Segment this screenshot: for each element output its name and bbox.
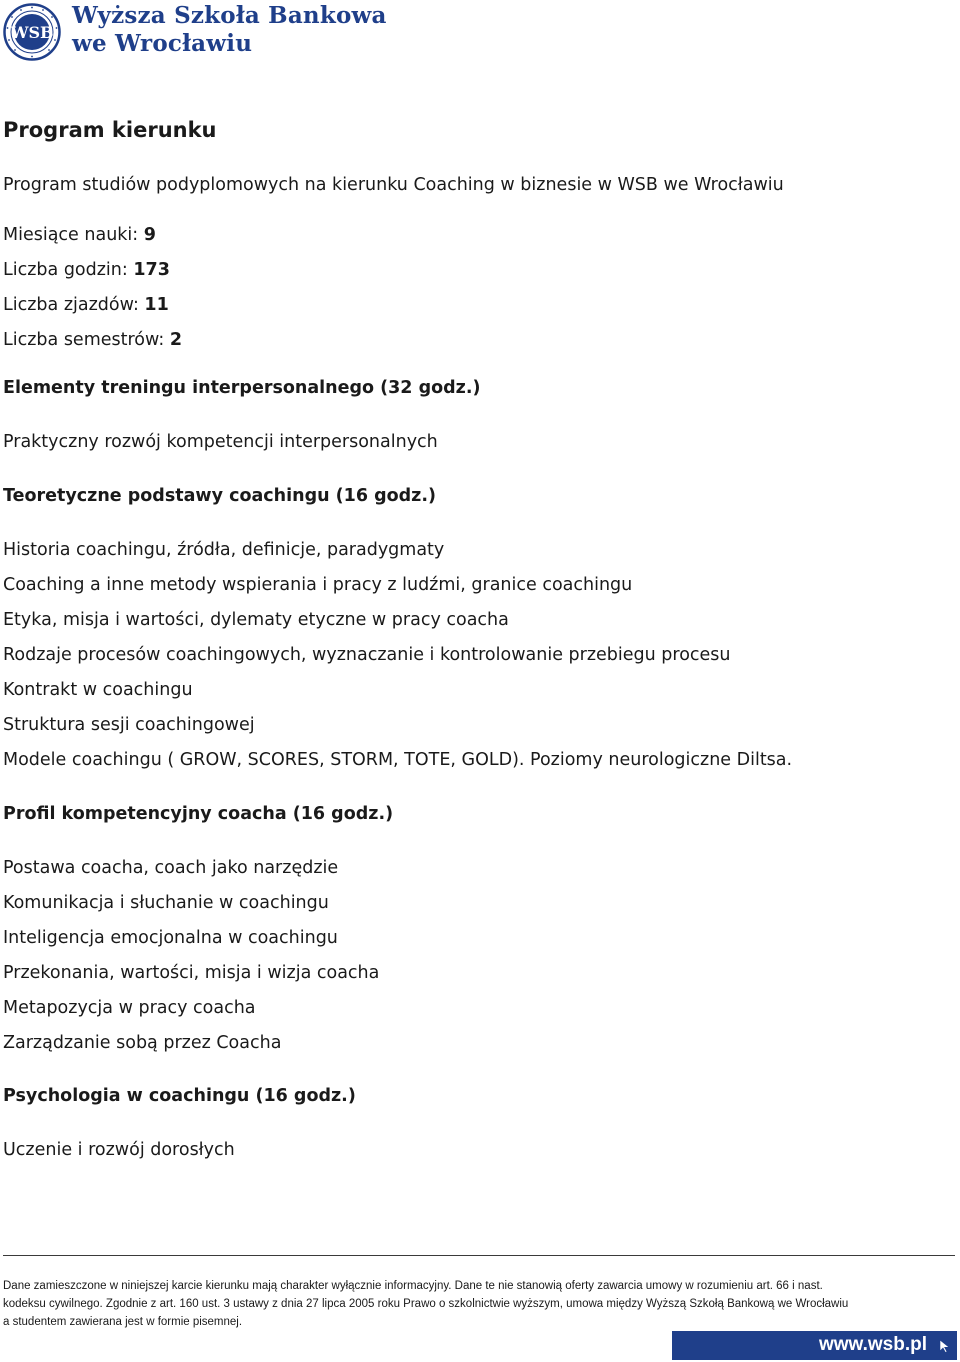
stat-hours [3,258,170,282]
stat-label: Miesiące nauki: [3,225,139,245]
module-heading: Psychologia w coachingu (16 godz.) [3,1086,356,1106]
module-item: Praktyczny rozwój kompetencji interpersonalnych [3,432,438,452]
stat-label: Liczba semestrów: [3,330,165,350]
module-item: Metapozycja w pracy coacha [3,998,256,1018]
module-item: Komunikacja i słuchanie w coachingu [3,893,329,913]
footer-url-bar[interactable] [672,1331,957,1360]
footer-line: Dane zamieszczone w niniejszej karcie kierunku mają charakter wyłącznie informacyjny. Dane te nie stanowią oferty zawarcia umowy w rozumieniu art. 66 i nast. [3,1280,823,1292]
stat-label: Liczba godzin: [3,260,128,280]
footer-disclaimer [3,1277,953,1331]
module-item: Rodzaje procesów coachingowych, wyznaczanie i kontrolowanie przebiegu procesu [3,645,731,665]
wsb-seal-logo [3,3,61,61]
stat-meetings [3,293,169,317]
module-heading: Teoretyczne podstawy coachingu (16 godz.) [3,486,437,506]
module-item: Przekonania, wartości, misja i wizja coacha [3,963,380,983]
footer-url-link[interactable]: www.wsb.pl [818,1334,927,1355]
stat-label: Liczba zjazdów: [3,295,139,315]
module-item: Zarządzanie sobą przez Coacha [3,1033,282,1053]
module-item: Historia coachingu, źródła, definicje, paradygmaty [3,540,445,560]
module-item: Coaching a inne metody wspierania i pracy z ludźmi, granice coachingu [3,575,633,595]
module-item: Uczenie i rozwój dorosłych [3,1140,235,1160]
university-logo-text [72,2,387,58]
module-item: Kontrakt w coachingu [3,680,193,700]
stat-value: 173 [133,260,170,280]
page-header [0,0,960,70]
module-item: Inteligencja emocjonalna w coachingu [3,928,338,948]
stat-months [3,223,156,247]
program-subtitle: Program studiów podyplomowych na kierunku Coaching w biznesie w WSB we Wrocławiu [3,175,784,195]
logo-line1: Wyższa Szkoła Bankowa [72,2,387,29]
footer-line: kodeksu cywilnego. Zgodnie z art. 160 ust. 3 ustawy z dnia 27 lipca 2005 roku Prawo o szkolnictwie wyższym, umowa między Wyższą Szkołą Bankową we Wrocławiu [3,1298,849,1310]
stat-value: 11 [144,295,169,315]
logo-line2: we Wrocławiu [72,30,253,57]
stat-value: 2 [169,330,183,350]
module-heading: Profil kompetencyjny coacha (16 godz.) [3,804,394,824]
stat-semesters [3,328,182,352]
page-title: Program kierunku [3,118,217,142]
module-item: Etyka, misja i wartości, dylematy etyczne w pracy coacha [3,610,509,630]
module-item: Postawa coacha, coach jako narzędzie [3,858,339,878]
footer-divider [3,1255,955,1256]
seal-text: WSB [10,23,54,42]
stat-value: 9 [143,225,156,245]
module-heading: Elementy treningu interpersonalnego (32 godz.) [3,378,481,398]
footer-line: a studentem zawierana jest w formie pisemnej. [3,1316,243,1328]
cursor-arrow-icon [939,1339,951,1353]
module-item: Modele coachingu ( GROW, SCORES, STORM, TOTE, GOLD). Poziomy neurologiczne Diltsa. [3,750,793,770]
module-item: Struktura sesji coachingowej [3,715,255,735]
